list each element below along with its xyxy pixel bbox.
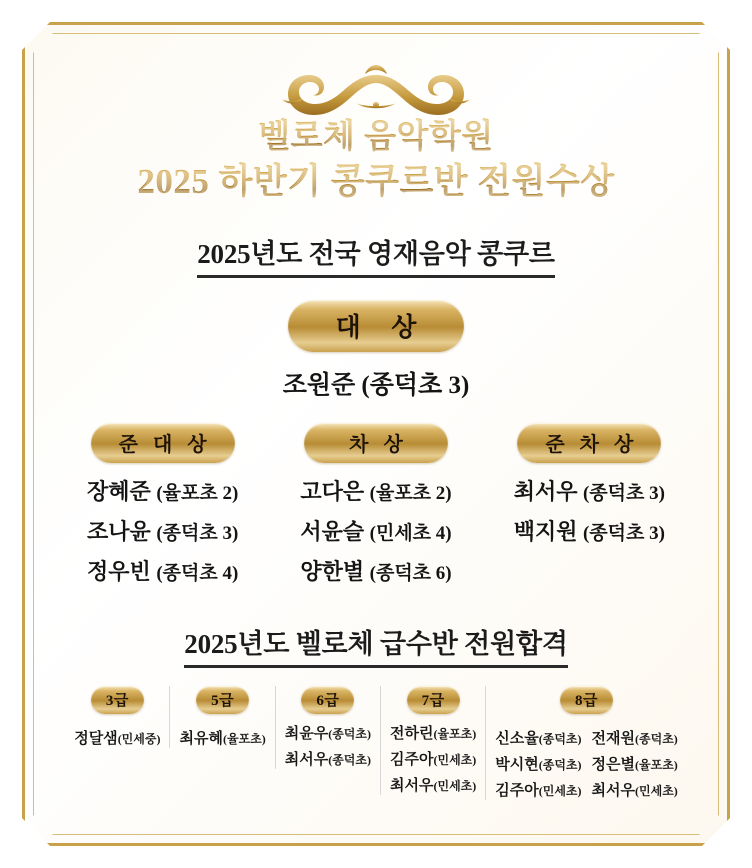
award-columns — [44, 423, 708, 586]
section-grades — [44, 586, 708, 800]
title-line-1: 벨로체 음악학원 — [44, 118, 708, 157]
grade-student — [285, 748, 371, 769]
badge-grade-7: 7급 — [407, 686, 460, 714]
title-line-2: 2025 하반기 콩쿠르반 전원수상 — [44, 161, 708, 202]
grade-student — [390, 748, 476, 769]
ornament-flourish-icon — [44, 58, 708, 116]
grade-column-6 — [275, 686, 380, 769]
student-name: 최서우 — [591, 783, 636, 800]
badge-award-1: 준 대 상 — [91, 423, 235, 463]
student-name: 최서우 — [284, 752, 329, 769]
student-school: (민세초) — [635, 784, 678, 799]
winner-name: 조나윤 — [87, 519, 151, 545]
winner-school: (종덕초 3) — [156, 523, 239, 545]
grade-subcolumn-right — [592, 722, 678, 800]
winner-school: (종덕초 4) — [156, 563, 239, 585]
award-winner — [269, 515, 482, 546]
grade-name-row — [179, 722, 265, 748]
section-grades-heading: 2025년도 벨로체 급수반 전원합격 — [184, 622, 567, 668]
student-school: (민세초) — [538, 784, 582, 799]
section-concours — [44, 202, 708, 586]
student-school: (종덕초) — [328, 727, 371, 742]
winner-school: (율포초 2) — [369, 483, 452, 505]
award-winner — [483, 475, 696, 506]
poster-title — [44, 118, 708, 202]
student-name: 박시현 — [495, 757, 539, 774]
grade-names-5 — [179, 722, 265, 748]
award-winner — [269, 555, 482, 586]
award-winners-2 — [269, 475, 482, 586]
student-name: 김주아 — [495, 783, 539, 800]
winner-name: 서윤슬 — [300, 519, 365, 545]
grade-names-7 — [390, 722, 476, 795]
grade-column-5 — [169, 686, 274, 748]
winner-name: 백지원 — [513, 519, 578, 545]
winner-name: 양한별 — [300, 559, 365, 585]
grade-student — [285, 722, 371, 743]
student-school: (민세초) — [433, 753, 477, 768]
badge-grand-prize: 대 상 — [288, 300, 464, 352]
grand-prize-block — [44, 278, 708, 401]
badge-grade-6: 6급 — [301, 686, 354, 714]
grade-name-row — [495, 722, 678, 800]
award-winner — [56, 515, 269, 546]
award-winners-3 — [483, 475, 696, 546]
student-school: (민세초) — [433, 779, 477, 794]
student-name: 김주아 — [390, 752, 434, 769]
grade-names-8 — [495, 722, 678, 800]
award-column-2 — [269, 423, 482, 586]
award-winner — [56, 475, 269, 506]
poster-content — [44, 44, 708, 824]
student-school: (종덕초) — [538, 758, 582, 773]
winner-name: 최서우 — [513, 479, 578, 505]
grade-column-7 — [380, 686, 485, 795]
student-school: (종덕초) — [635, 732, 678, 747]
award-winner — [483, 515, 696, 546]
winner-name: 장혜준 — [87, 479, 151, 505]
grade-student — [390, 722, 476, 743]
winner-school: (종덕초 6) — [369, 563, 452, 585]
student-school: (민세중) — [117, 732, 161, 747]
student-school: (종덕초) — [538, 732, 582, 747]
section-concours-heading: 2025년도 전국 영재음악 콩쿠르 — [197, 232, 555, 278]
student-name: 신소율 — [495, 731, 539, 748]
grade-subcolumn-left — [495, 722, 581, 800]
grade-names-3 — [74, 722, 160, 748]
grade-name-row — [74, 722, 160, 748]
student-school: (율포초) — [635, 758, 678, 773]
award-column-1 — [56, 423, 269, 586]
grade-student — [495, 779, 581, 800]
grand-prize-winner: 조원준 (종덕초 3) — [282, 372, 470, 400]
award-winner — [269, 475, 482, 506]
grade-student — [495, 753, 581, 774]
student-name: 최서우 — [390, 778, 434, 795]
award-winners-1 — [56, 475, 269, 586]
student-name: 최유혜 — [179, 731, 223, 748]
student-name: 전재원 — [591, 731, 636, 748]
student-school: (율포초) — [222, 732, 266, 747]
badge-grade-8: 8급 — [560, 686, 613, 714]
winner-name: 고다은 — [300, 479, 365, 505]
grade-column-3 — [65, 686, 169, 748]
badge-grade-5: 5급 — [196, 686, 249, 714]
student-name: 전하린 — [390, 726, 434, 743]
winner-school: (종덕초 3) — [582, 483, 665, 505]
grade-student — [390, 774, 476, 795]
student-school: (종덕초) — [328, 753, 371, 768]
winner-name: 정우빈 — [87, 559, 151, 585]
winner-school: (율포초 2) — [156, 483, 239, 505]
grade-student — [592, 727, 678, 748]
student-name: 정은별 — [591, 757, 636, 774]
grade-student — [592, 753, 678, 774]
student-name: 정달샘 — [74, 731, 118, 748]
winner-school: (종덕초 3) — [582, 523, 665, 545]
grade-student — [74, 727, 160, 748]
winner-school: (민세초 4) — [369, 523, 452, 545]
award-column-3 — [483, 423, 696, 546]
grade-student — [592, 779, 678, 800]
grade-names-6 — [285, 722, 371, 769]
grade-column-8 — [485, 686, 687, 800]
badge-award-2: 차 상 — [304, 423, 448, 463]
grade-student — [179, 727, 265, 748]
badge-grade-3: 3급 — [91, 686, 144, 714]
student-school: (율포초) — [433, 727, 477, 742]
student-name: 최윤우 — [284, 726, 329, 743]
award-winner — [56, 555, 269, 586]
grade-columns — [44, 686, 708, 800]
grade-student — [495, 727, 581, 748]
badge-award-3: 준 차 상 — [517, 423, 661, 463]
